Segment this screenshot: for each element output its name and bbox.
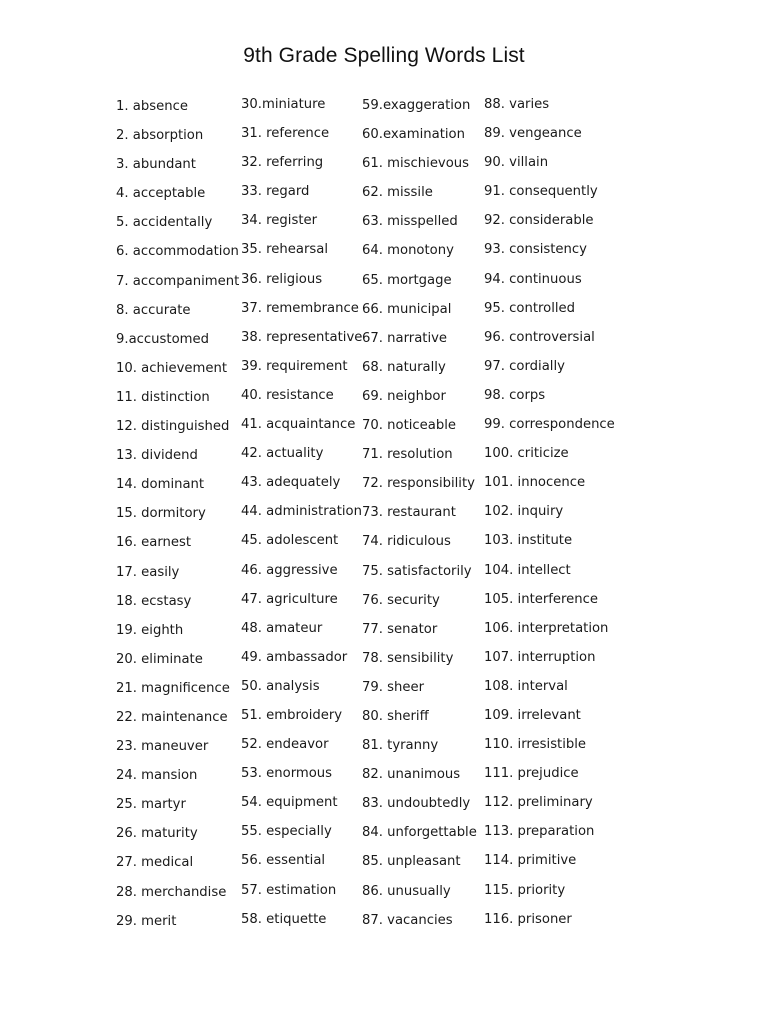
spelling-word-item: 8. accurate [116,302,191,318]
spelling-word-item: 53. enormous [241,766,333,782]
spelling-word-item: 86. unusually [362,883,451,899]
spelling-word-item: 39. requirement [241,358,348,374]
spelling-word-item: 29. merit [116,913,177,929]
spelling-word-item: 88. varies [484,97,550,112]
spelling-word-item: 25. martyr [116,797,186,813]
spelling-word-item: 61. mischievous [362,156,470,172]
spelling-word-item: 93. consistency [484,242,587,258]
spelling-word-item: 87. vacancies [362,912,453,928]
spelling-word-item: 94. continuous [484,271,582,287]
spelling-word-item: 67. narrative [362,330,448,346]
spelling-word-item: 4. acceptable [116,186,206,202]
spelling-word-item: 79. sheer [362,679,425,695]
spelling-word-item: 31. reference [241,126,330,142]
spelling-word-item: 20. eliminate [116,651,203,667]
spelling-word-item: 114. primitive [484,853,577,869]
spelling-word-item: 16. earnest [116,535,192,551]
spelling-word-item: 27. medical [116,855,194,871]
spelling-word-item: 105. interference [484,591,599,607]
spelling-word-item: 9.accustomed [116,331,209,347]
spelling-word-item: 83. undoubtedly [362,796,471,812]
spelling-word-item: 73. restaurant [362,505,456,521]
spelling-word-item: 54. equipment [241,795,338,811]
spelling-word-item: 80. sheriff [362,708,429,724]
word-column-2 [241,92,362,936]
spelling-word-item: 14. dominant [116,477,205,493]
spelling-word-item: 26. maturity [116,826,198,842]
spelling-word-item: 82. unanimous [362,767,461,783]
spelling-word-item: 106. interpretation [484,620,609,636]
spelling-word-item: 44. administration [241,504,362,520]
spelling-word-item: 46. aggressive [241,562,338,578]
spelling-word-item: 42. actuality [241,446,324,462]
spelling-word-item: 100. criticize [484,446,569,462]
spelling-word-item: 97. cordially [484,358,565,374]
spelling-word-item: 101. innocence [484,475,586,491]
spelling-word-item: 70. noticeable [362,418,457,434]
spelling-word-item: 30.miniature [241,97,326,112]
spelling-word-item: 36. religious [241,271,323,287]
spelling-word-item: 90. villain [484,155,549,171]
word-column-3 [362,93,477,937]
spelling-word-item: 52. endeavor [241,737,329,753]
spelling-word-item: 51. embroidery [241,707,343,723]
spelling-word-item: 33. regard [241,184,310,200]
spelling-word-item: 89. vengeance [484,126,582,142]
spelling-word-item: 71. resolution [362,447,453,463]
spelling-word-item: 3. abundant [116,157,196,173]
spelling-word-item: 34. register [241,213,318,229]
spelling-word-item: 107. interruption [484,649,596,665]
spelling-word-item: 12. distinguished [116,419,230,435]
spelling-word-item: 92. considerable [484,213,594,229]
spelling-word-item: 108. interval [484,678,568,694]
spelling-word-item: 19. eighth [116,622,184,638]
spelling-word-item: 2. absorption [116,128,204,144]
spelling-word-item: 6. accommodation [116,244,239,260]
page-title: 9th Grade Spelling Words List [243,44,525,67]
spelling-word-item: 63. misspelled [362,214,458,230]
spelling-word-item: 49. ambassador [241,649,348,665]
spelling-word-item: 23. maneuver [116,739,209,755]
spelling-word-item: 57. estimation [241,882,337,898]
spelling-word-item: 7. accompaniment [116,273,240,289]
spelling-word-item: 99. correspondence [484,417,615,433]
spelling-word-item: 65. mortgage [362,272,452,288]
spelling-word-item: 66. municipal [362,301,452,317]
spelling-word-item: 104. intellect [484,562,571,578]
spelling-word-item: 115. priority [484,882,566,898]
spelling-word-item: 55. especially [241,824,332,840]
spelling-word-item: 48. amateur [241,620,323,636]
spelling-word-item: 85. unpleasant [362,854,461,870]
spelling-word-item: 96. controversial [484,329,595,345]
spelling-word-item: 37. remembrance [241,300,359,316]
spelling-word-item: 91. consequently [484,184,598,200]
spelling-word-item: 45. adolescent [241,533,339,549]
spelling-word-item: 116. prisoner [484,911,572,927]
spelling-word-item: 21. magnificence [116,680,230,696]
spelling-word-item: 72. responsibility [362,476,475,492]
spelling-word-item: 5. accidentally [116,215,213,231]
spelling-word-item: 15. dormitory [116,506,206,522]
spelling-word-item: 32. referring [241,155,324,171]
spelling-word-item: 50. analysis [241,678,320,694]
spelling-word-item: 11. distinction [116,389,210,405]
spelling-word-item: 43. adequately [241,475,341,491]
spelling-word-item: 74. ridiculous [362,534,451,550]
spelling-word-item: 47. agriculture [241,591,338,607]
spelling-word-item: 81. tyranny [362,738,439,754]
spelling-word-item: 64. monotony [362,243,454,259]
spelling-word-item: 75. satisfactorily [362,563,472,579]
spelling-word-item: 58. etiquette [241,911,327,927]
spelling-word-item: 112. preliminary [484,795,593,811]
spelling-word-item: 35. rehearsal [241,242,328,258]
spelling-word-item: 56. essential [241,853,326,869]
spelling-word-item: 60.examination [362,127,465,143]
spelling-word-item: 76. security [362,592,440,608]
spelling-word-item: 62. missile [362,185,433,201]
spelling-word-item: 109. irrelevant [484,707,581,723]
spelling-word-item: 68. naturally [362,359,446,375]
spelling-word-item: 10. achievement [116,360,228,376]
spelling-word-item: 41. acquaintance [241,417,356,433]
spelling-word-item: 59.exaggeration [362,98,471,113]
spelling-word-item: 77. senator [362,621,438,637]
spelling-word-item: 84. unforgettable [362,825,477,841]
spelling-word-item: 113. preparation [484,824,595,840]
spelling-word-item: 28. merchandise [116,884,227,900]
spelling-word-item: 17. easily [116,564,180,580]
spelling-word-item: 22. maintenance [116,709,228,725]
spelling-word-item: 13. dividend [116,448,198,464]
spelling-word-item: 95. controlled [484,300,576,316]
spelling-word-item: 18. ecstasy [116,593,192,609]
spelling-word-item: 103. institute [484,533,573,549]
spelling-word-item: 1. absence [116,99,188,114]
spelling-word-item: 111. prejudice [484,766,579,782]
spelling-word-item: 24. mansion [116,768,198,784]
spelling-word-item: 98. corps [484,387,546,403]
spelling-word-item: 38. representative [241,329,363,345]
spelling-word-item: 110. irresistible [484,737,587,753]
spelling-word-item: 40. resistance [241,387,334,403]
spelling-word-item: 69. neighbor [362,388,446,404]
word-column-4 [484,92,615,936]
spelling-word-item: 78. sensibility [362,650,454,666]
word-column-1 [116,94,239,938]
spelling-word-item: 102. inquiry [484,504,564,520]
